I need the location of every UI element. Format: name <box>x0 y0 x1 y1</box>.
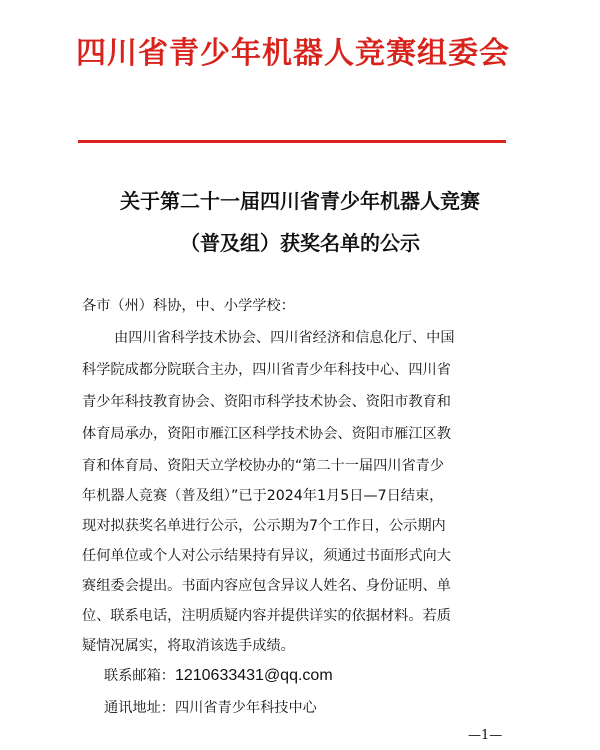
body-line: 年机器人竞赛（普及组）”已于2024年1月5日—7日结束， <box>82 488 444 504</box>
contact-email-label: 联系邮箱： <box>104 668 175 684</box>
body-line: 由四川省科学技术协会、四川省经济和信息化厅、中国 <box>114 330 455 346</box>
contact-email-value: 1210633431@qq.com <box>174 667 333 684</box>
body-line: 体育局承办，资阳市雁江区科学技术协会、资阳市雁江区教 <box>82 426 451 442</box>
issuing-organization-header: 四川省青少年机器人竞赛组委会 <box>76 36 510 71</box>
body-line: 育和体育局、资阳天立学校协办的“第二十一届四川省青少 <box>82 458 445 474</box>
document-title-line-1: 关于第二十一届四川省青少年机器人竞赛 <box>120 189 480 213</box>
body-line: 科学院成都分院联合主办，四川省青少年科技中心、四川省 <box>82 362 451 378</box>
contact-email-row <box>104 666 333 686</box>
body-line: 现对拟获奖名单进行公示，公示期为7个工作日，公示期内 <box>82 518 446 534</box>
body-line: 疑情况属实，将取消该选手成绩。 <box>82 638 295 654</box>
body-line: 任何单位或个人对公示结果持有异议，须通过书面形式向大 <box>82 548 451 564</box>
red-divider-line <box>78 140 506 143</box>
contact-address-row <box>104 698 317 718</box>
body-line: 赛组委会提出。书面内容应包含异议人姓名、身份证明、单 <box>82 578 451 594</box>
contact-address-value: 四川省青少年科技中心 <box>174 700 317 716</box>
salutation: 各市（州）科协，中、小学学校： <box>82 298 295 314</box>
contact-address-label: 通讯地址： <box>104 700 175 716</box>
body-line: 青少年科技教育协会、资阳市科学技术协会、资阳市教育和 <box>82 394 451 410</box>
document-title-line-2: （普及组）获奖名单的公示 <box>180 231 420 255</box>
body-line: 位、联系电话，注明质疑内容并提供详实的依据材料。若质 <box>82 608 451 624</box>
page-number: —1— <box>468 728 503 743</box>
